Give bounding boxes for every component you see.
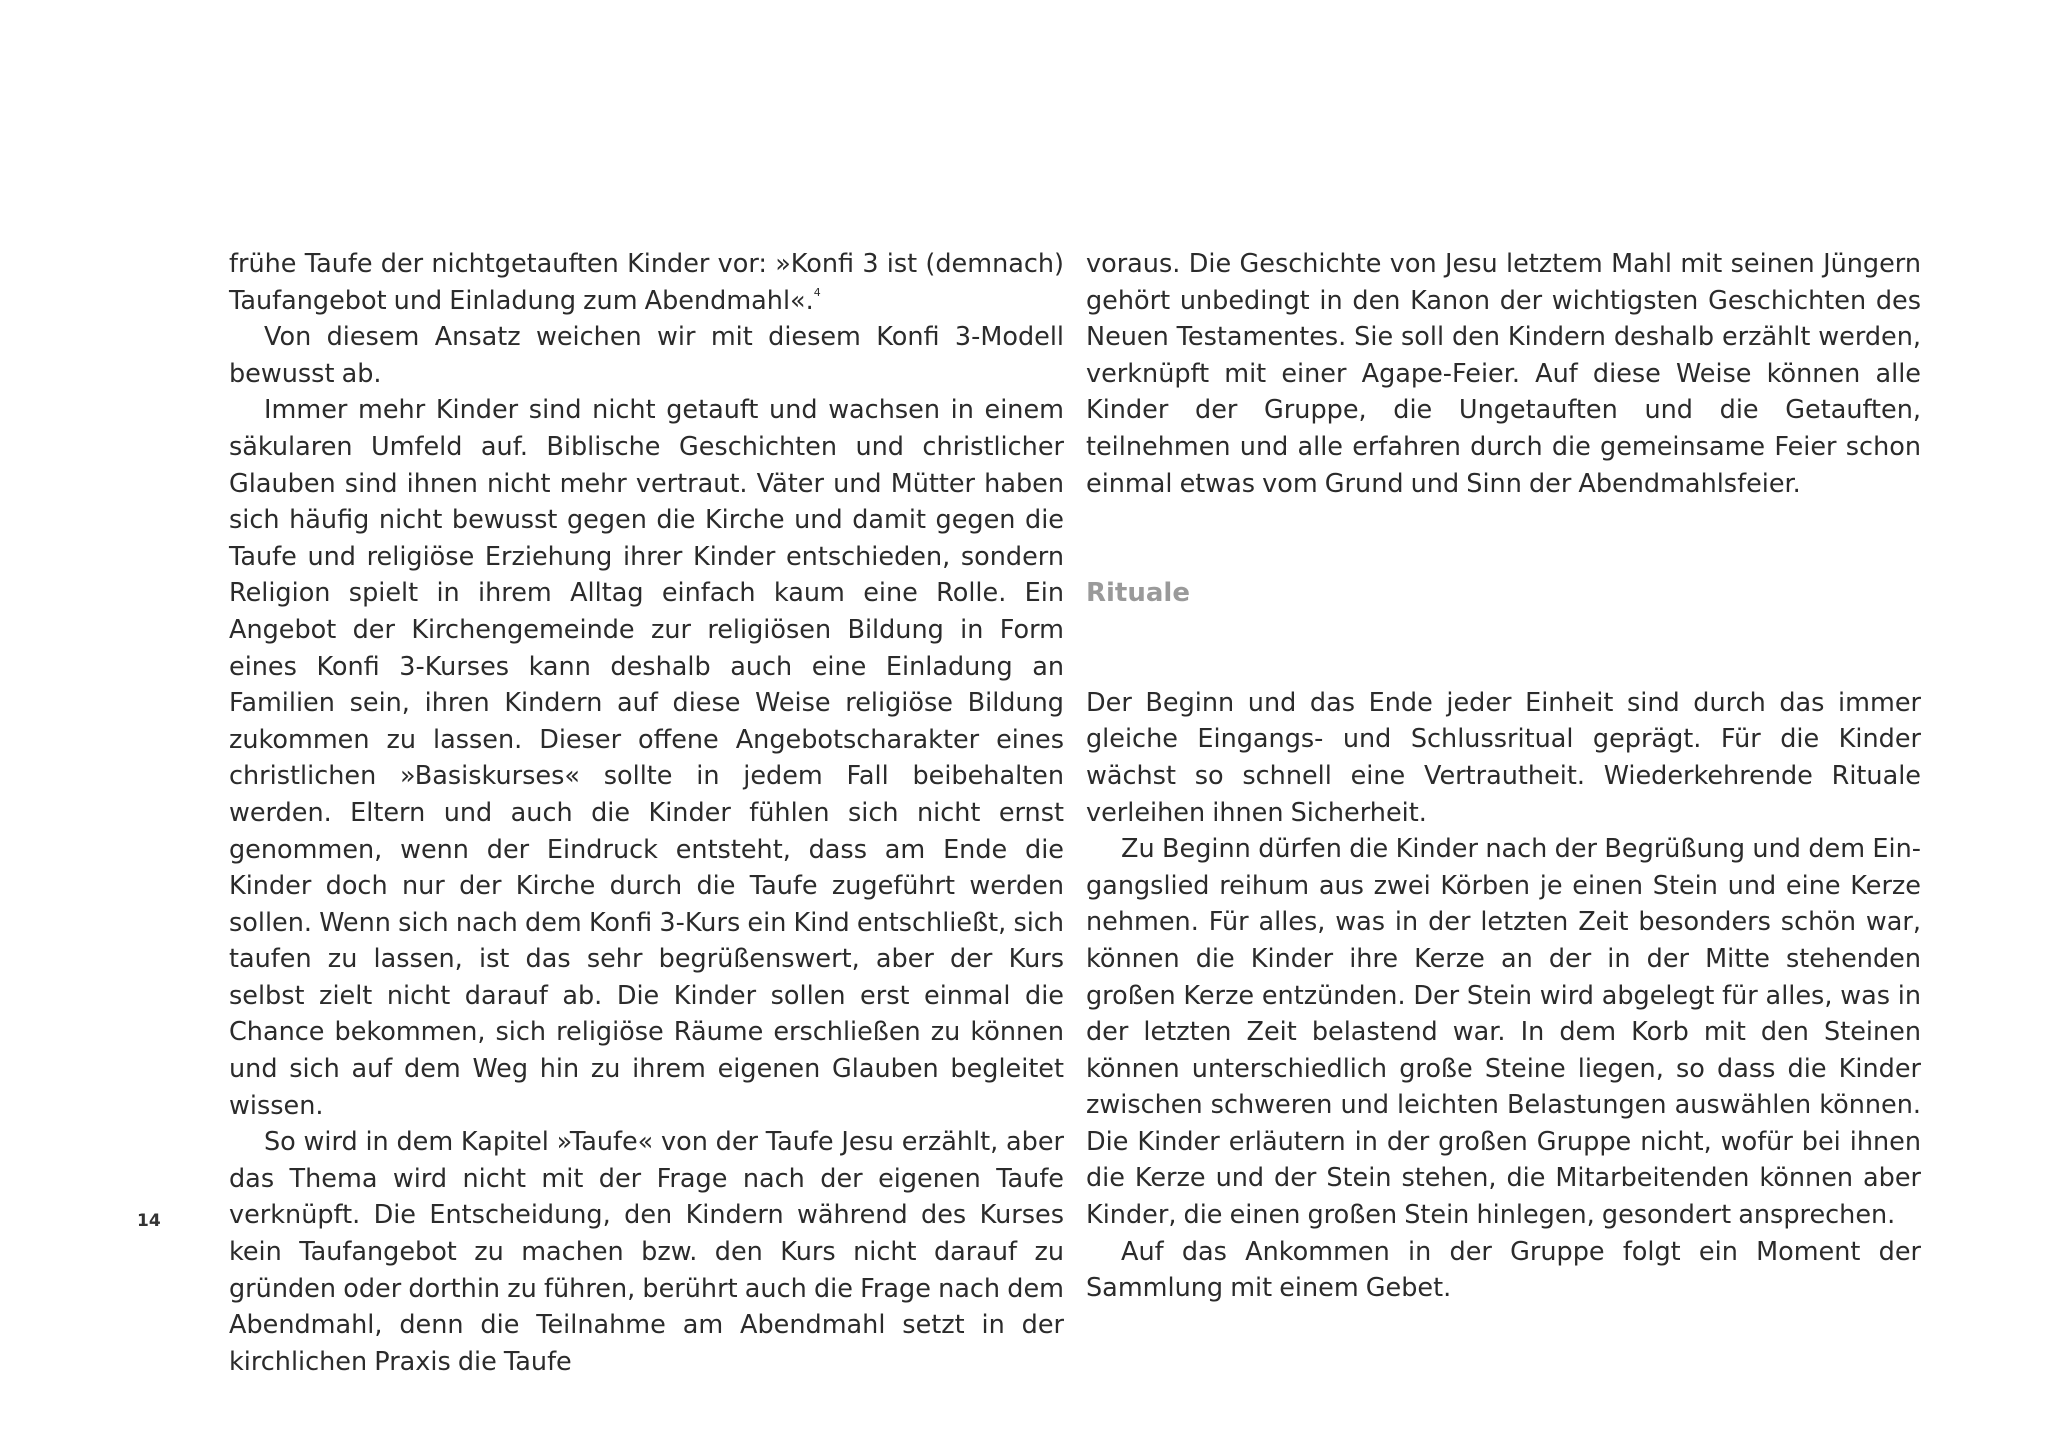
paragraph: Zu Beginn dürfen die Kinder nach der Begrüßung und dem Eingangslied reihum aus zwei Körben je einen Stein und eine Kerze nehmen. Für alles, was in der letzten Zeit besonders schön war, können die Kinder ihre Kerze an der in der Mitte stehenden großen Kerze entzünden. Der Stein wird abgelegt für alles, was in der letzten Zeit belastend war. In dem Korb mit den Steinen können unterschiedlich große Steine liegen, so dass die Kinder zwischen schweren und leichten Belastungen auswählen können. Die Kinder erläutern in der großen Gruppe nicht, wofür bei ihnen die Kerze und der Stein stehen, die Mitarbeitenden können aber Kinder, die einen großen Stein hinlegen, gesondert ansprechen. (1086, 834, 1921, 1231)
paragraph-continued: voraus. Die Geschichte von Jesu letztem Mahl mit seinen Jüngern gehört unbedingt in den Kanon der wichtigsten Geschichten des Neuen Testamentes. Sie soll den Kindern deshalb erzählt werden, verknüpft mit einer Agape-Feier. Auf diese Weise können alle Kinder der Gruppe, die Ungetauften und die Getauften, teilnehmen und alle erfahren durch die gemeinsame Feier schon einmal etwas vom Grund und Sinn der Abendmahlsfeier. (1086, 249, 1921, 499)
paragraph: Von diesem Ansatz weichen wir mit diesem Konfi 3-Modell bewusst ab. (229, 322, 1064, 389)
left-text-column (229, 246, 1064, 1380)
paragraph-text: frühe Taufe der nichtgetauften Kinder vor: »Konfi 3 ist (demnach) Taufangebot und Einladung zum Abendmahl«. (229, 249, 1064, 316)
paragraph-continued (229, 246, 1064, 319)
paragraph: Immer mehr Kinder sind nicht getauft und wachsen in einem säkularen Umfeld auf. Biblische Geschichten und christlicher Glauben sind ihnen nicht mehr vertraut. Väter und Mütter haben sich häufig nicht bewusst gegen die Kirche und damit gegen die Taufe und religiöse Erziehung ihrer Kinder entschieden, sondern Religion spielt in ihrem Alltag einfach kaum eine Rolle. Ein Angebot der Kirchengemeinde zur religiösen Bildung in Form eines Konfi 3-Kurses kann deshalb auch eine Einladung an Familien sein, ihren Kindern auf diese Weise religiöse Bildung zukommen zu lassen. Dieser offene Angebotscharakter eines christlichen »Basiskurses« sollte in jedem Fall beibehalten werden. Eltern und auch die Kinder fühlen sich nicht ernst genommen, wenn der Eindruck entsteht, dass am Ende die Kinder doch nur der Kirche durch die Taufe zugeführt werden sollen. Wenn sich nach dem Konfi 3-Kurs ein Kind entschließt, sich taufen zu lassen, ist das sehr begrüßenswert, aber der Kurs selbst zielt nicht darauf ab. Die Kinder sollen erst einmal die Chance bekommen, sich religiöse Räume erschließen zu können und sich auf dem Weg hin zu ihrem eigenen Glauben begleitet wissen. (229, 395, 1064, 1121)
paragraph: Der Beginn und das Ende jeder Einheit sind durch das immer gleiche Eingangs- und Schlussritual geprägt. Für die Kinder wächst so schnell eine Vertrautheit. Wiederkehrende Rituale verleihen ihnen Sicherheit. (1086, 687, 1921, 828)
section-heading-rituale: Rituale (1086, 578, 1190, 609)
page-number: 14 (137, 1211, 161, 1231)
right-text-column (1086, 246, 1921, 1307)
paragraph: So wird in dem Kapitel »Taufe« von der Taufe Jesu erzählt, aber das Thema wird nicht mit der Frage nach der eigenen Taufe verknüpft. Die Entscheidung, den Kindern während des Kurses kein Taufangebot zu machen bzw. den Kurs nicht darauf zu gründen oder dorthin zu führen, berührt auch die Frage nach dem Abendmahl, denn die Teilnahme am Abendmahl setzt in der kirchlichen Praxis die Taufe (229, 1127, 1064, 1377)
paragraph: Auf das Ankommen in der Gruppe folgt ein Moment der Sammlung mit einem Gebet. (1086, 1236, 1921, 1304)
footnote-marker: 4 (813, 285, 821, 299)
